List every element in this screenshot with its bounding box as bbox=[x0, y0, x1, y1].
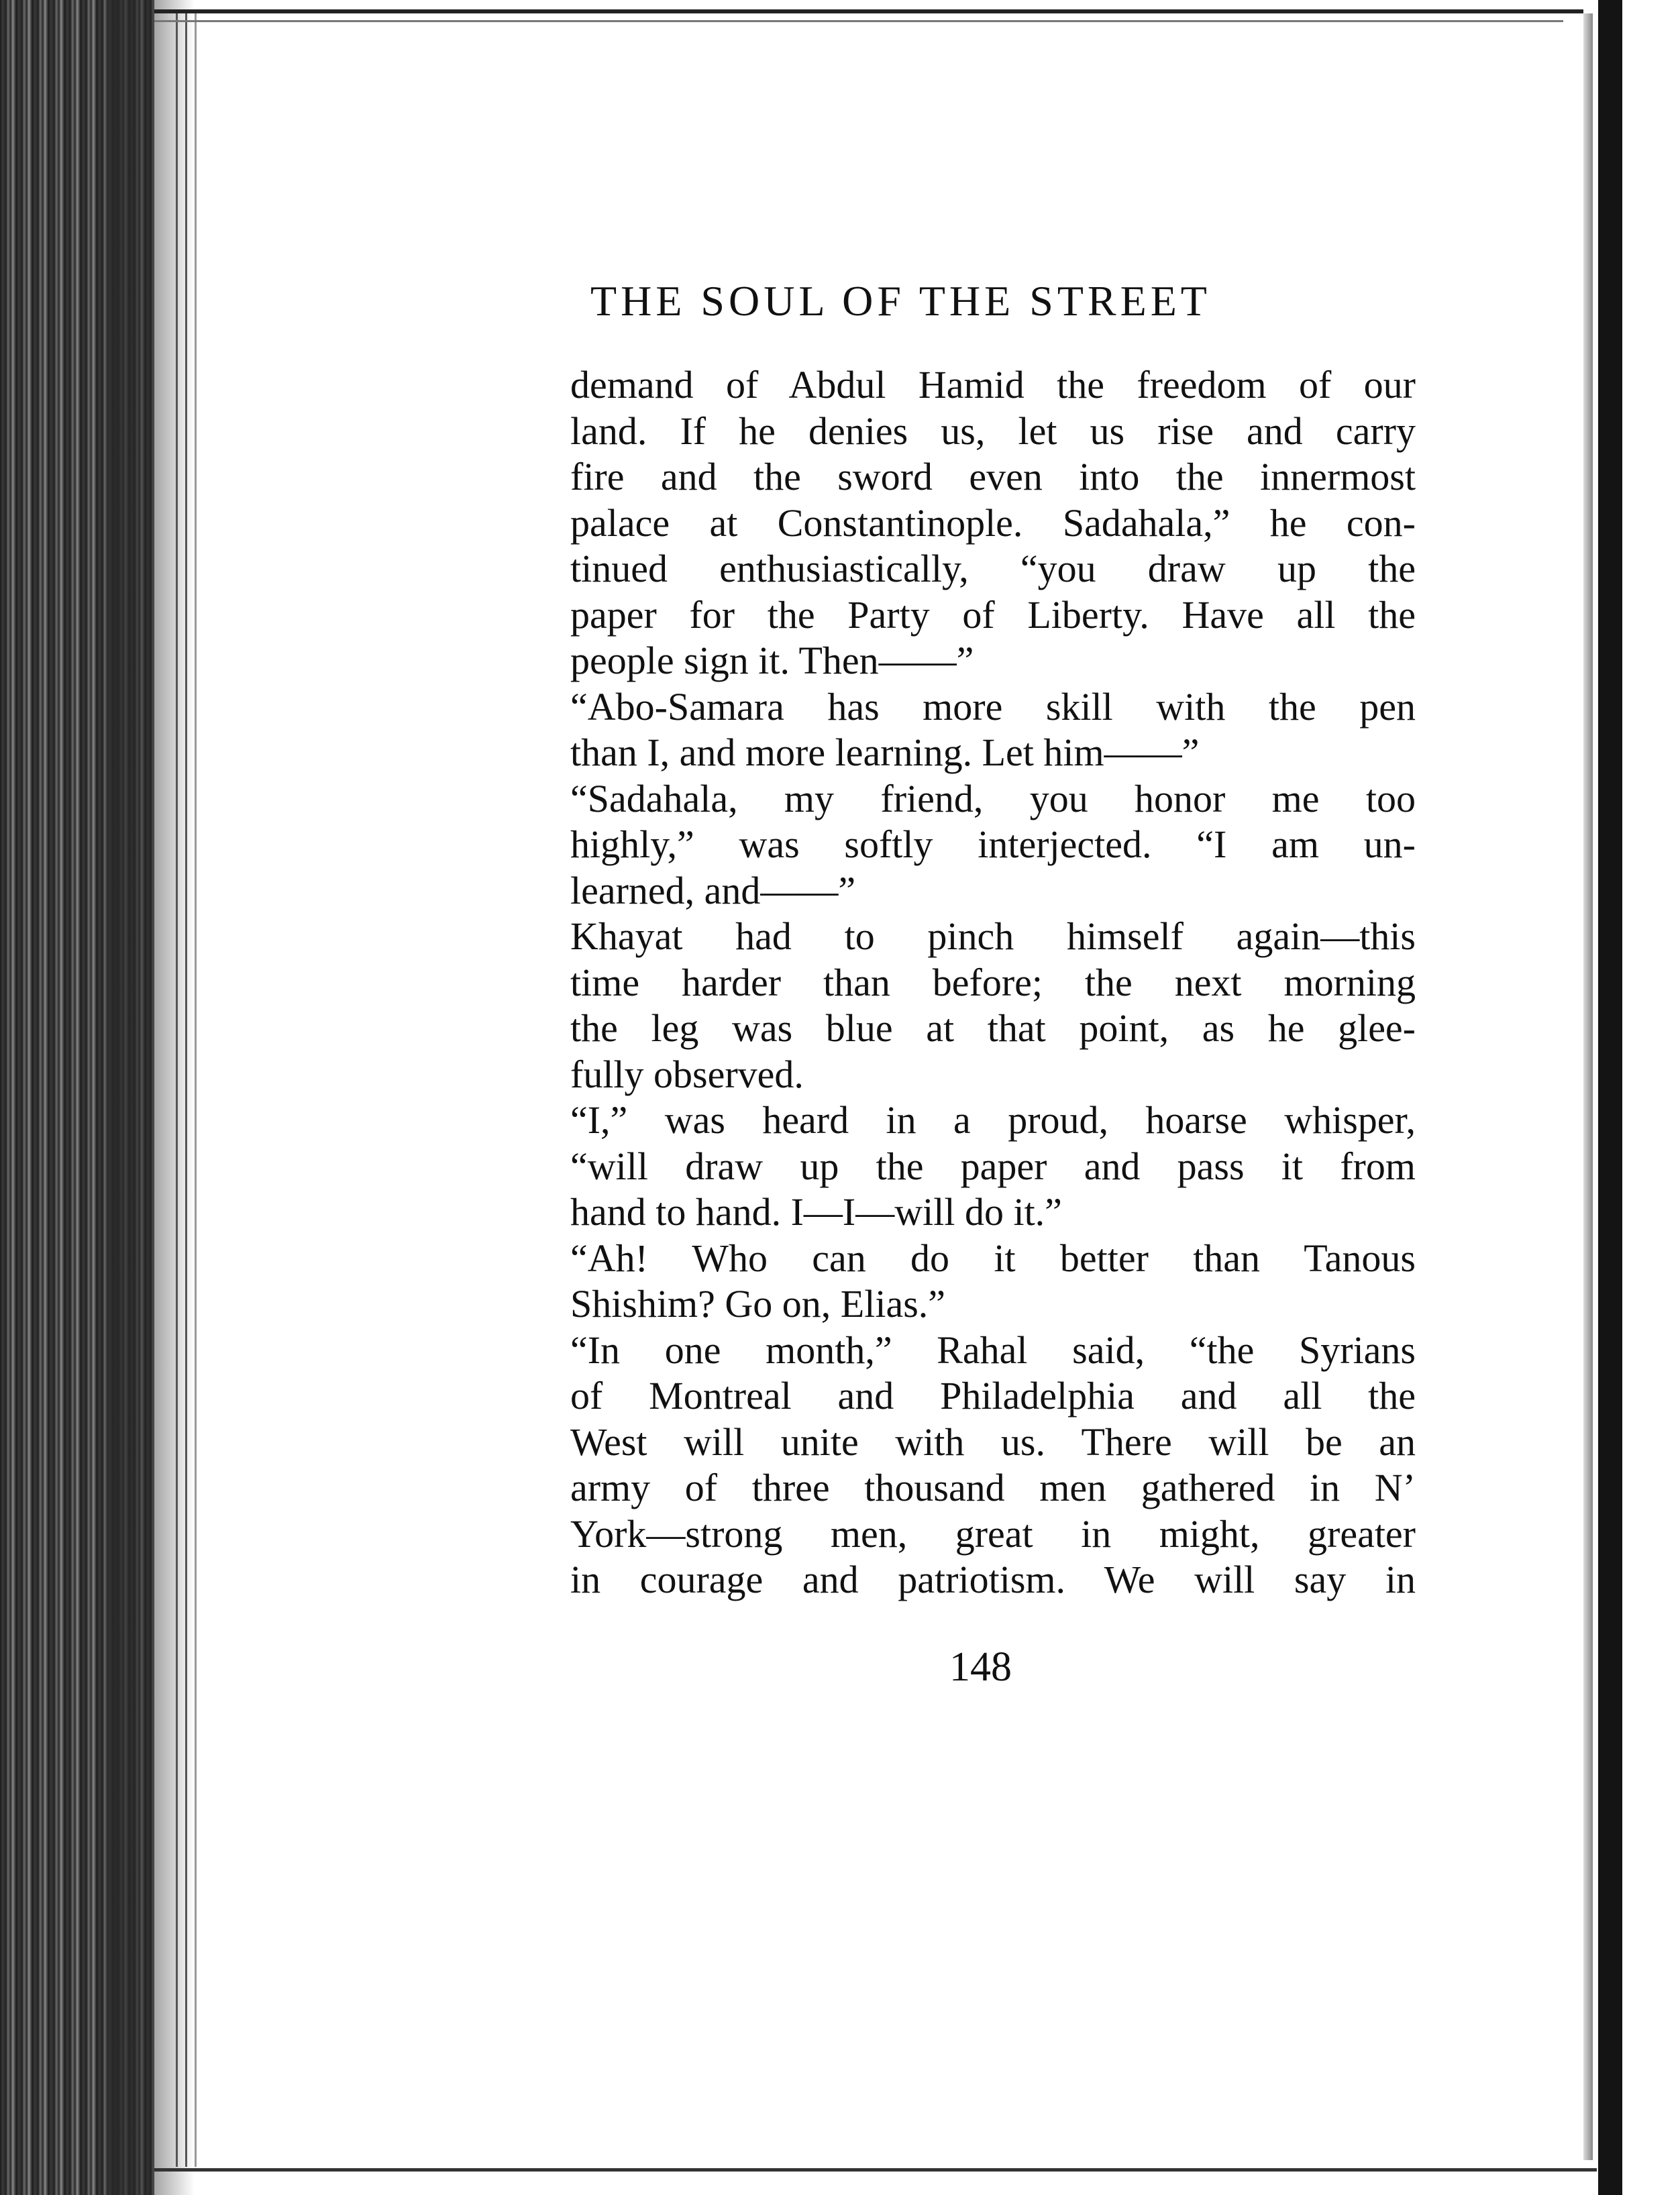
text-line: fire and the sword even into the innermost bbox=[570, 455, 1416, 498]
text-line: “Abo-Samara has more skill with the pen bbox=[570, 684, 1416, 729]
page-top-border bbox=[154, 9, 1583, 13]
running-head: THE SOUL OF THE STREET bbox=[590, 277, 1211, 325]
text-line: palace at Constantinople. Sadahala,” he con- bbox=[570, 500, 1416, 545]
text-line: “will draw up the paper and pass it from bbox=[570, 1144, 1416, 1188]
text-line: Khayat had to pinch himself again—this bbox=[570, 914, 1416, 958]
text-line: learned, and——” bbox=[570, 868, 856, 912]
text-line: time harder than before; the next morning bbox=[570, 960, 1416, 1004]
text-line: fully observed. bbox=[570, 1052, 804, 1096]
text-line: of Montreal and Philadelphia and all the bbox=[570, 1374, 1416, 1417]
page-edge-line bbox=[185, 13, 187, 2167]
text-line: than I, and more learning. Let him——” bbox=[570, 731, 1200, 774]
text-line: “In one month,” Rahal said, “the Syrians bbox=[570, 1328, 1416, 1372]
text-line: paper for the Party of Liberty. Have all the bbox=[570, 592, 1416, 637]
text-line: West will unite with us. There will be an bbox=[570, 1420, 1416, 1464]
text-line: Shishim? Go on, Elias.” bbox=[570, 1282, 946, 1326]
text-line: tinued enthusiastically, “you draw up the bbox=[570, 547, 1416, 590]
text-line: “Sadahala, my friend, you honor me too bbox=[570, 776, 1416, 820]
text-line: hand to hand. I—I—will do it.” bbox=[570, 1190, 1062, 1234]
text-line: people sign it. Then——” bbox=[570, 639, 974, 682]
book-edge-shadow bbox=[107, 0, 195, 2195]
text-line: “I,” was heard in a proud, hoarse whisper, bbox=[570, 1098, 1416, 1142]
page-edge-line bbox=[176, 13, 178, 2167]
text-line: “Ah! Who can do it better than Tanous bbox=[570, 1236, 1416, 1280]
page-right-edge bbox=[1583, 13, 1593, 2160]
text-line: army of three thousand men gathered in N’ bbox=[570, 1466, 1416, 1509]
text-line: highly,” was softly interjected. “I am un- bbox=[570, 822, 1416, 866]
body-text bbox=[570, 362, 1416, 1603]
text-line: the leg was blue at that point, as he glee- bbox=[570, 1006, 1416, 1050]
text-line: demand of Abdul Hamid the freedom of our bbox=[570, 363, 1416, 407]
text-line: in courage and patriotism. We will say in bbox=[570, 1558, 1416, 1601]
page-number: 148 bbox=[949, 1644, 1012, 1690]
binding-right-edge bbox=[1598, 0, 1622, 2195]
text-line: York—strong men, great in might, greater bbox=[570, 1511, 1416, 1556]
text-line: land. If he denies us, let us rise and carry bbox=[570, 409, 1416, 453]
page-bottom-border bbox=[154, 2168, 1597, 2172]
page-top-border-inner bbox=[154, 20, 1563, 22]
page-edge-line bbox=[195, 13, 197, 2167]
